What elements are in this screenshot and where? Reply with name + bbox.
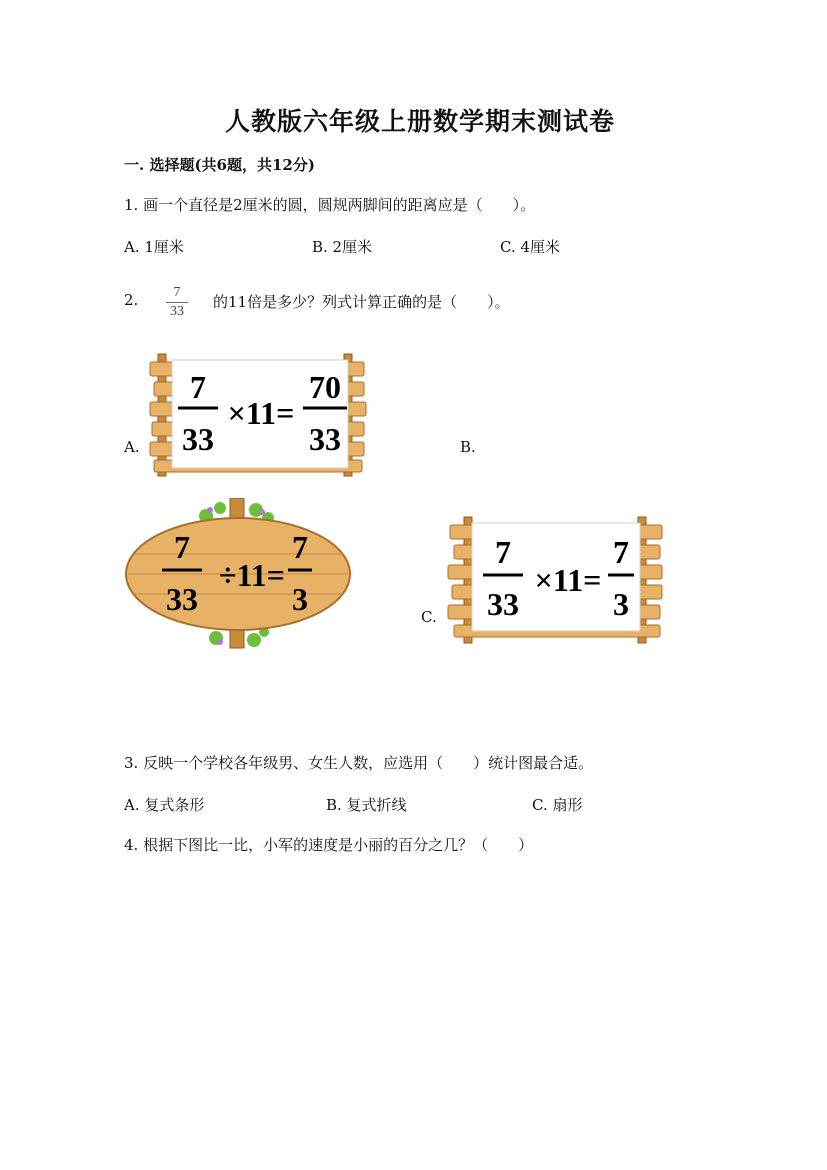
- fraction-bar: [166, 302, 188, 303]
- question-2-text: 的11倍是多少？列式计算正确的是（ ）。: [213, 293, 510, 311]
- sign-image-a: [148, 352, 370, 478]
- sign-a-denominator-2: 33: [309, 421, 341, 457]
- sign-a-numerator-1: 7: [190, 369, 206, 405]
- sign-b-numerator-2: 7: [292, 529, 308, 565]
- question-2-number: 2.: [124, 291, 139, 309]
- question-3: 3. 反映一个学校各年级男、女生人数，应选用（ ）统计图最合适。: [124, 754, 594, 772]
- sign-c-numerator-2: 7: [613, 534, 629, 570]
- question-1: 1. 画一个直径是2厘米的圆，圆规两脚间的距离应是（ ）。: [124, 196, 536, 214]
- question-4: 4. 根据下图比一比，小军的速度是小丽的百分之几？（ ）: [124, 836, 534, 854]
- sign-a-operator: ×11=: [227, 395, 295, 431]
- sign-b-numerator-1: 7: [174, 529, 190, 565]
- question-2-fraction: [166, 285, 188, 320]
- sign-a-denominator-1: 33: [182, 421, 214, 457]
- sign-c-denominator-2: 3: [613, 586, 629, 622]
- sign-c-operator: ×11=: [534, 562, 602, 598]
- q1-option-c[interactable]: C. 4厘米: [500, 238, 561, 256]
- sign-b-denominator-1: 33: [166, 581, 198, 617]
- page-title: 人教版六年级上册数学期末测试卷: [225, 107, 616, 136]
- q3-option-a[interactable]: A. 复式条形: [124, 796, 205, 814]
- sign-c-denominator-1: 33: [487, 586, 519, 622]
- q2-option-a-label[interactable]: A.: [124, 438, 140, 456]
- sign-a-numerator-2: 70: [309, 369, 341, 405]
- fraction-denominator: 33: [170, 304, 184, 319]
- sign-image-b: [124, 498, 354, 650]
- q1-option-b[interactable]: B. 2厘米: [312, 238, 373, 256]
- q1-option-a[interactable]: A. 1厘米: [124, 238, 184, 256]
- fraction-numerator: 7: [173, 285, 181, 300]
- sign-b-operator: ÷11=: [218, 557, 286, 593]
- sign-b-denominator-2: 3: [292, 581, 308, 617]
- q2-option-c-label[interactable]: C.: [421, 608, 437, 626]
- q2-option-b-label[interactable]: B.: [460, 438, 476, 456]
- sign-image-c: [442, 515, 664, 645]
- q3-option-b[interactable]: B. 复式折线: [326, 796, 407, 814]
- sign-c-numerator-1: 7: [495, 534, 511, 570]
- q3-option-c[interactable]: C. 扇形: [532, 796, 583, 814]
- section-heading: 一. 选择题(共6题，共12分): [124, 156, 315, 174]
